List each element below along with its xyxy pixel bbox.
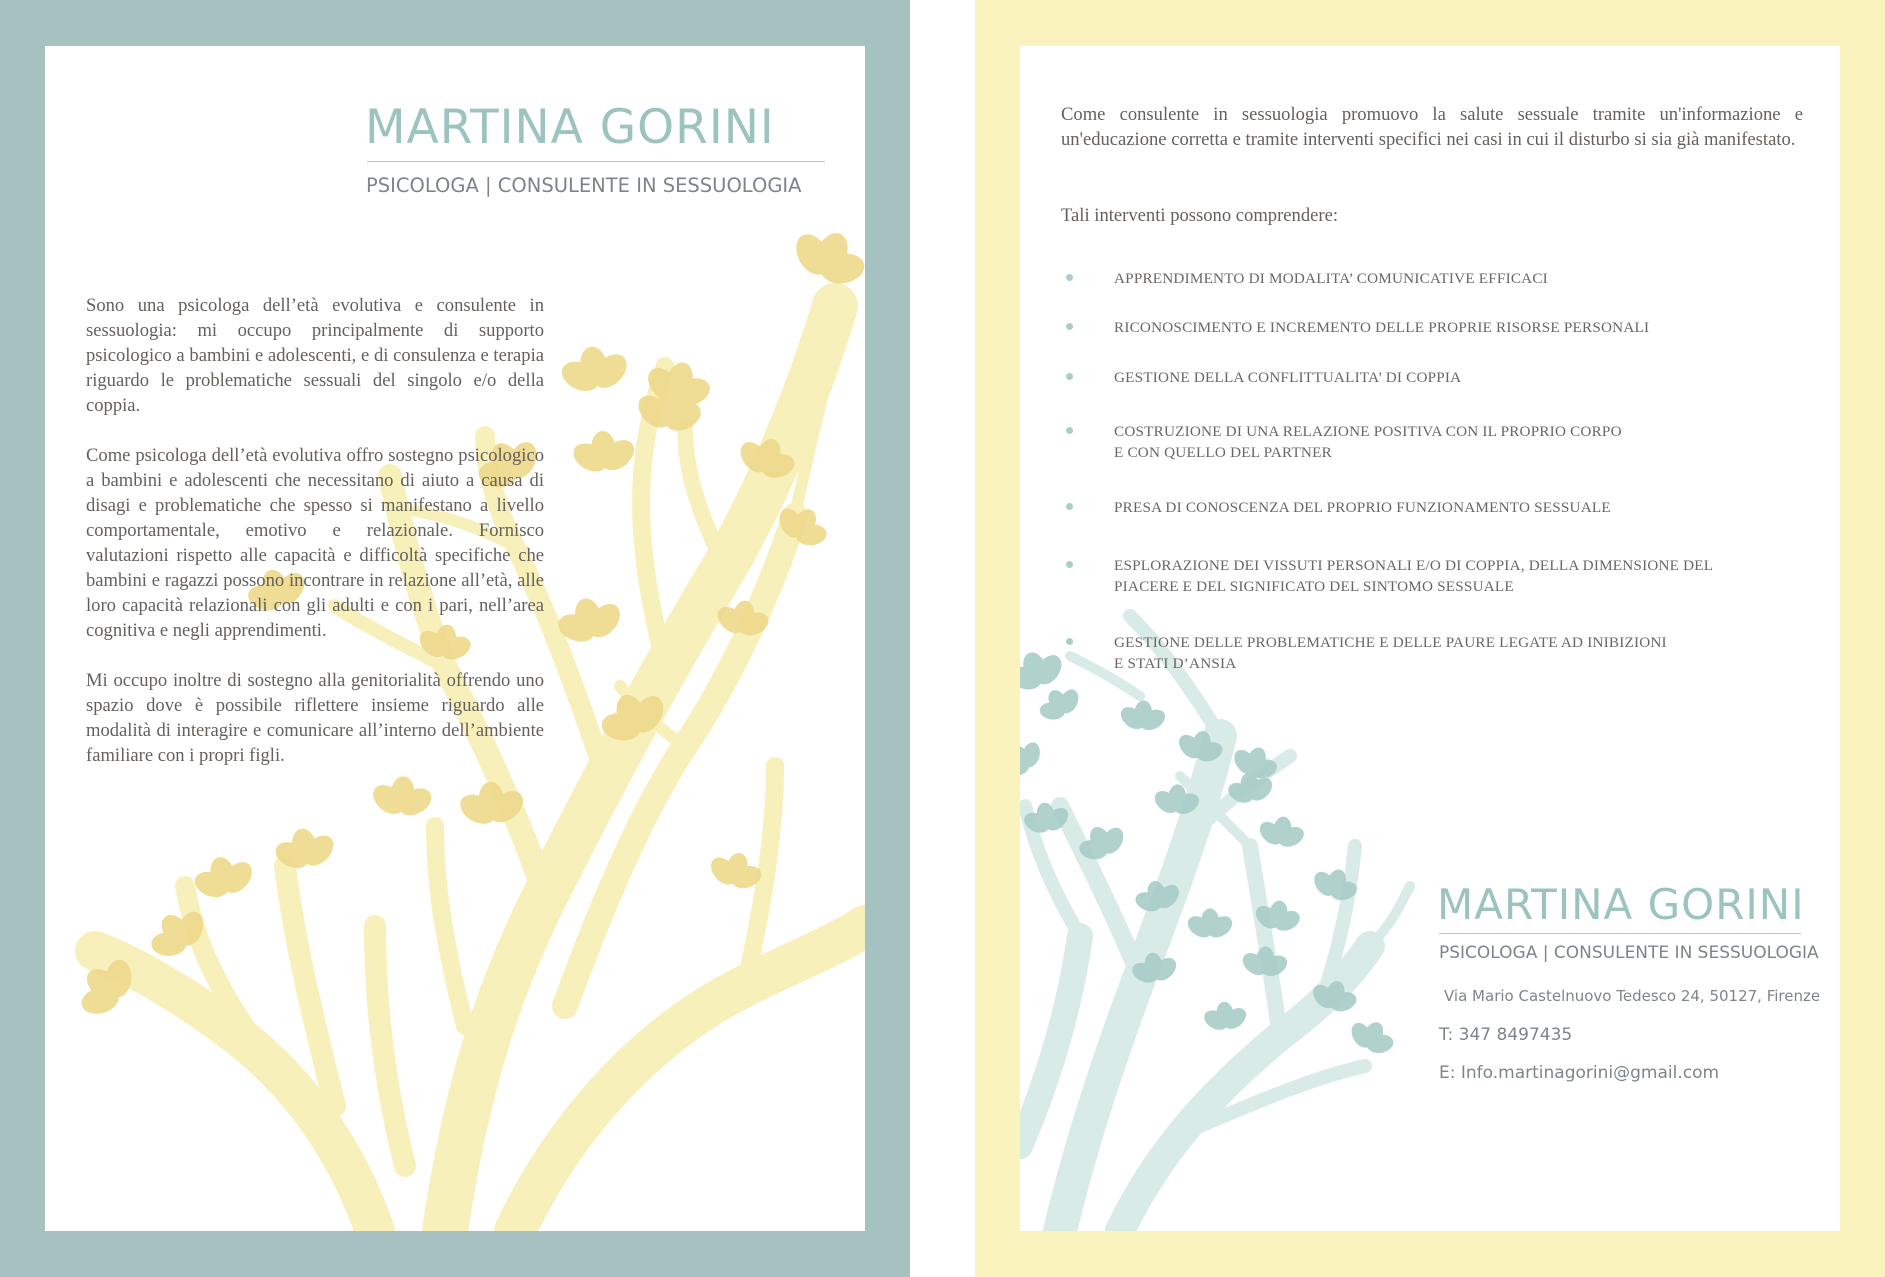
- teal-leaf-icon: [1253, 812, 1310, 854]
- left-page-sheet: [45, 46, 865, 1231]
- right-page-frame: [975, 0, 1885, 1277]
- yellow-leaf-icon: [552, 340, 637, 402]
- yellow-tree-branch: [375, 926, 405, 1166]
- bullet-dot-icon: [1066, 274, 1073, 281]
- left-page-frame: [0, 0, 910, 1277]
- list-item-text: APPRENDIMENTO DI MODALITA’ COMUNICATIVE EFFICACI: [1114, 270, 1548, 287]
- teal-leaf-icon: [1030, 679, 1089, 731]
- bullet-dot-icon: [1066, 323, 1073, 330]
- yellow-tree-branch: [685, 426, 725, 566]
- paragraph: Come psicologa dell’età evolutiva offro sostegno psicologico a bambini e adolescenti che necessitano di aiuto a causa di disagi e problematiche che spesso si manifestano a livello comportamentale, emotivo e relazionale. Fornisco valutazioni rispetto alle capacità e difficoltà specifiche che bambini e ragazzi possono incontrare in relazione all’età, alle loro capacità relazionali con gli adulti e con i pari, nell’area cognitiva e negli apprendimenti.: [86, 445, 544, 641]
- paragraph: Sono una psicologa dell’età evolutiva e consulente in sessuologia: mi occupo principalmente di supporto psicologico a bambini e adolescenti, e di consulenza e terapia riguardo le problematiche sessuali del singolo e/o della coppia.: [86, 295, 544, 416]
- brand-name: MARTINA GORINI: [1437, 880, 1805, 929]
- bullet-dot-icon: [1066, 503, 1073, 510]
- list-item-text: GESTIONE DELLE PROBLEMATICHE E DELLE PAURE LEGATE AD INIBIZIONI E STATI D’ANSIA: [1114, 634, 1667, 672]
- brand-divider: [1439, 933, 1801, 934]
- brand-subtitle: PSICOLOGA | CONSULENTE IN SESSUOLOGIA: [1439, 943, 1819, 963]
- brand-name: MARTINA GORINI: [365, 100, 775, 155]
- teal-tree-branch: [1020, 936, 1080, 1146]
- left-body-text: [86, 293, 544, 793]
- bullet-dot-icon: [1066, 638, 1073, 645]
- teal-leaf-icon: [1020, 731, 1052, 787]
- teal-leaf-icon: [1341, 1012, 1403, 1065]
- intro-paragraph: Come consulente in sessuologia promuovo la salute sessuale tramite un'informazione e un'educazione corretta e tramite interventi specifici nei casi in cui il disturbo si sia già manifestato.: [1061, 104, 1803, 150]
- yellow-tree-branch: [435, 826, 465, 1026]
- list-item-text: RICONOSCIMENTO E INCREMENTO DELLE PROPRIE RISORSE PERSONALI: [1114, 319, 1650, 336]
- bullet-dot-icon: [1066, 561, 1073, 568]
- bullet-dot-icon: [1066, 373, 1073, 380]
- paragraph: Mi occupo inoltre di sostegno alla genitorialità offrendo uno spazio dove è possibile riflettere insieme riguardo alle modalità di interagire e comunicare all’interno dell’ambiente familiare con i propri figli.: [86, 670, 544, 766]
- teal-tree-branch: [1370, 886, 1410, 946]
- interventions-lead: Tali interventi possono comprendere:: [1061, 205, 1339, 226]
- yellow-leaf-icon: [566, 428, 641, 480]
- teal-leaf-icon: [1115, 698, 1170, 736]
- contact-email[interactable]: E: Info.martinagorini@gmail.com: [1439, 1063, 1720, 1083]
- brand-divider: [367, 161, 825, 162]
- list-item-text: COSTRUZIONE DI UNA RELAZIONE POSITIVA CON IL PROPRIO CORPO E CON QUELLO DEL PARTNER: [1114, 423, 1622, 461]
- list-item-text: GESTIONE DELLA CONFLITTUALITA’ DI COPPIA: [1114, 369, 1462, 386]
- teal-leaf-icon: [1184, 908, 1236, 942]
- list-item-text: ESPLORAZIONE DEI VISSUTI PERSONALI E/O DI COPPIA, DELLA DIMENSIONE DEL PIACERE E DEL SIGNIFICATO DEL SINTOMO SESSUALE: [1114, 557, 1714, 595]
- contact-address: Via Mario Castelnuovo Tedesco 24, 50127, Firenze: [1444, 987, 1821, 1005]
- contact-phone: T: 347 8497435: [1439, 1025, 1573, 1045]
- brand-subtitle: PSICOLOGA | CONSULENTE IN SESSUOLOGIA: [366, 174, 802, 197]
- list-item-text: PRESA DI CONOSCENZA DEL PROPRIO FUNZIONAMENTO SESSUALE: [1114, 499, 1611, 516]
- bullet-dot-icon: [1066, 427, 1073, 434]
- teal-tree-branch: [1250, 846, 1280, 1036]
- teal-leaf-icon: [1199, 1000, 1251, 1036]
- right-page-sheet: [1020, 46, 1840, 1231]
